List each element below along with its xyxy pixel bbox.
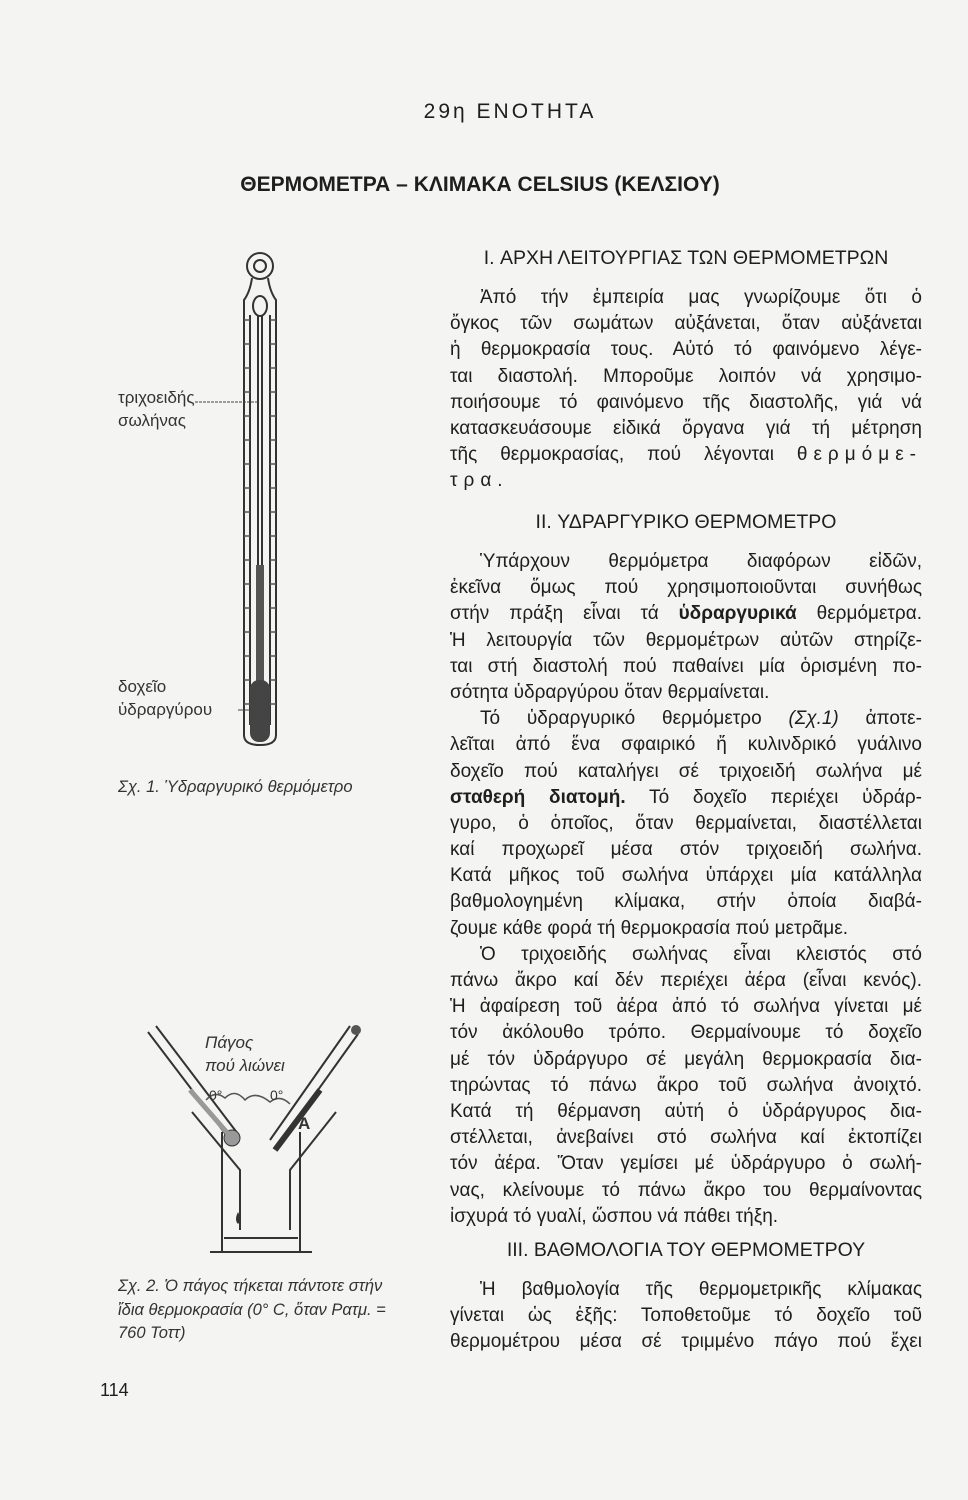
text-line — [450, 364, 922, 390]
section-3 — [450, 1237, 922, 1356]
label-line: ὑδραργύρου — [118, 700, 213, 719]
text-run: γυρο, ὁ ὁποῖος, ὅταν θερμαίνεται, διαστέλλεται — [450, 812, 922, 834]
text-run: πάνω ἄκρο καί δέν περιέχει ἀέρα (εἶναι κενός). — [450, 970, 922, 991]
section-1 — [450, 245, 922, 495]
text-run: Ὑπάρχουν θερμόμετρα διαφόρων εἰδῶν, — [480, 551, 922, 572]
text-line — [450, 442, 922, 468]
text-line — [450, 337, 922, 363]
text-line — [450, 759, 922, 785]
text-line — [450, 916, 922, 942]
text-run: κατασκευάσουμε εἰδικά ὄργανα γιά τή μέτρηση — [450, 417, 922, 439]
text-run: ται διαστολή. Μποροῦμε λοιπόν νά χρησιμο- — [450, 365, 922, 387]
text-run: Τό ὑδραργυρικό θερμόμετρο — [480, 708, 789, 730]
bulb-label — [118, 675, 212, 721]
text-line — [450, 628, 922, 654]
text-line — [450, 1125, 922, 1151]
text-run: τρα. — [450, 470, 509, 492]
label-line: δοχεῖο — [118, 677, 167, 696]
text-run: ἀποτε- — [838, 708, 922, 730]
text-line — [450, 942, 922, 968]
text-run: ται στή διαστολή πού παθαίνει μία ὁρισμένη πο- — [450, 655, 922, 677]
text-run: λεῖται ἀπό ἕνα σφαιρικό ἤ κυλινδρικό γυάλινο — [450, 734, 922, 756]
text-line — [450, 601, 922, 627]
ice-label — [205, 1031, 285, 1077]
text-run: βαθμολογημένη κλίμακα, στήν ὁποία διαβά- — [450, 891, 922, 913]
text-run: γίνεται ὡς ἑξῆς: Τοποθετοῦμε τό δοχεῖο τοῦ — [450, 1305, 922, 1327]
text-run: καί προχωρεῖ μέσα στόν τριχοειδή σωλήνα. — [450, 839, 922, 861]
bold-text: ὑδραργυρικά — [678, 603, 797, 625]
text-run: ὄγκος τῶν σωμάτων αὐξάνεται, ὅταν αὐξάνεται — [450, 313, 922, 335]
text-line — [450, 1303, 922, 1329]
text-line — [450, 889, 922, 915]
label-line: σωλήνας — [118, 411, 186, 430]
text-line — [450, 837, 922, 863]
text-line — [450, 285, 922, 311]
text-line — [450, 390, 922, 416]
text-run: ἡ θερμοκρασία τους. Αὐτό τό φαινόμενο λέγε- — [450, 339, 922, 361]
text-run: ἰσχυρά τό γυαλί, ὥσπου νά πάθει τήξη. — [450, 1205, 779, 1227]
section-2 — [450, 509, 922, 1230]
bold-text: σταθερή διατομή. — [450, 786, 626, 808]
zero-mark-right: 0° — [270, 1087, 284, 1103]
text-run: ἐκεῖνα ὅμως πού χρησιμοποιοῦνται συνήθως — [450, 577, 922, 599]
zero-mark-left: 0° — [209, 1087, 223, 1103]
text-run: θερμομέτρου μέσα σέ τριμμένο πάγο πού ἔχει — [450, 1331, 922, 1353]
caption-line: Σχ. 2. Ὁ πάγος τήκεται πάντοτε στήν — [118, 1277, 383, 1295]
text-run: Ἡ βαθμολογία τῆς θερμομετρικῆς κλίμακας — [480, 1279, 922, 1300]
text-line — [450, 416, 922, 442]
section-heading: II. ΥΔΡΑΡΓΥΡΙΚΟ ΘΕΡΜΟΜΕΤΡΟ — [535, 511, 837, 533]
text-run: Ἡ λειτουργία τῶν θερμομέτρων αὐτῶν στηρίζε- — [450, 629, 922, 651]
text-line — [450, 1020, 922, 1046]
unit-heading: 29η ΕΝΟΤΗΤΑ — [423, 100, 597, 123]
text-run: νας, κλείνουμε τό πάνω ἄκρο του θερμαίνοντας — [450, 1179, 922, 1201]
text-line — [450, 994, 922, 1020]
text-line — [450, 549, 922, 575]
text-line — [450, 311, 922, 337]
text-line — [450, 468, 922, 494]
text-line — [450, 785, 922, 811]
text-run: θερμόμε- — [796, 444, 922, 466]
text-line — [450, 968, 922, 994]
text-line — [450, 680, 922, 706]
text-run: σότητα ὑδραργύρου ὅταν θερμαίνεται. — [450, 681, 770, 703]
text-line — [450, 863, 922, 889]
section-heading: I. ΑΡΧΗ ΛΕΙΤΟΥΡΓΙΑΣ ΤΩΝ ΘΕΡΜΟΜΕΤΡΩΝ — [483, 247, 889, 269]
text-line — [450, 1047, 922, 1073]
text-run: Ὁ τριχοειδής σωλήνας εἶναι κλειστός στό — [480, 943, 922, 965]
text-line — [450, 1073, 922, 1099]
text-line — [450, 575, 922, 601]
text-run: ποιήσουμε τό φαινόμενο τῆς διαστολῆς, γιά νά — [450, 391, 922, 413]
text-run: τόν ἀκόλουθο τρόπο. Θερμαίνουμε τό δοχεῖο — [450, 1022, 922, 1044]
page-title: ΘΕΡΜΟΜΕΤΡΑ – ΚΛΙΜΑΚΑ CELSIUS (ΚΕΛΣΙΟΥ) — [240, 173, 720, 196]
text-line — [450, 1277, 922, 1303]
text-run: τόν ἀέρα. Ὅταν γεμίσει μέ ὑδράργυρο ὁ σωλή- — [450, 1153, 922, 1175]
text-run: Κατά τή θέρμανση αὐτή ὁ ὑδράργυρος δια- — [450, 1100, 922, 1122]
text-run: θερμόμετρα. — [796, 603, 922, 625]
text-run: στήν πράξη εἶναι τά — [450, 603, 679, 625]
text-run: Ἡ ἀφαίρεση τοῦ ἀέρα ἀπό τό σωλήνα γίνεται μέ — [450, 996, 922, 1018]
text-line — [450, 1204, 922, 1230]
figure1-caption: Σχ. 1. Ὑδραργυρικό θερμόμετρο — [118, 778, 353, 796]
capillary-label — [118, 386, 195, 432]
label-line: τριχοειδής — [118, 388, 195, 407]
figure2-caption — [118, 1275, 386, 1346]
text-run: (Σχ.1) — [788, 708, 839, 730]
section-heading: III. ΒΑΘΜΟΛΟΓΙΑ ΤΟΥ ΘΕΡΜΟΜΕΤΡΟΥ — [506, 1239, 866, 1261]
text-run: μέ τόν ὑδράργυρο σέ μεγάλη θερμοκρασία δια- — [450, 1048, 922, 1070]
text-line — [450, 732, 922, 758]
page-number: 114 — [100, 1380, 129, 1400]
text-run: Κατά μῆκος τοῦ σωλήνα ὑπάρχει μία κατάλληλα — [450, 865, 922, 887]
label-line: πού λιώνει — [205, 1056, 285, 1075]
text-line — [450, 1151, 922, 1177]
text-run: Ἀπό τήν ἐμπειρία μας γνωρίζουμε ὅτι ὁ — [480, 287, 922, 308]
text-line — [450, 811, 922, 837]
text-run: τηρώντας τό πάνω ἄκρο τοῦ σωλήνα ἀνοιχτό. — [450, 1074, 922, 1096]
text-line — [450, 1329, 922, 1355]
text-line — [450, 1178, 922, 1204]
text-run: στέλλεται, ἀνεβαίνει στό σωλήνα καί ἐκτοπίζει — [450, 1127, 922, 1149]
text-run: Τό δοχεῖο περιέχει ὑδράρ- — [625, 786, 922, 808]
text-run: δοχεῖο πού καταλήγει σέ τριχοειδή σωλήνα μέ — [450, 760, 922, 782]
text-run: τῆς θερμοκρασίας, πού λέγονται — [450, 444, 797, 466]
caption-line: 760 Τοττ) — [118, 1324, 186, 1342]
point-a-mark: A — [298, 1114, 311, 1133]
label-line: Πάγος — [205, 1033, 254, 1052]
text-run: ζουμε κάθε φορά τή θερμοκρασία πού μετρᾶμε. — [450, 917, 848, 939]
caption-line: ἴδια θερμοκρασία (0° C, ὅταν Ρατμ. = — [118, 1300, 386, 1319]
text-line — [450, 706, 922, 732]
text-line — [450, 1099, 922, 1125]
text-line — [450, 654, 922, 680]
